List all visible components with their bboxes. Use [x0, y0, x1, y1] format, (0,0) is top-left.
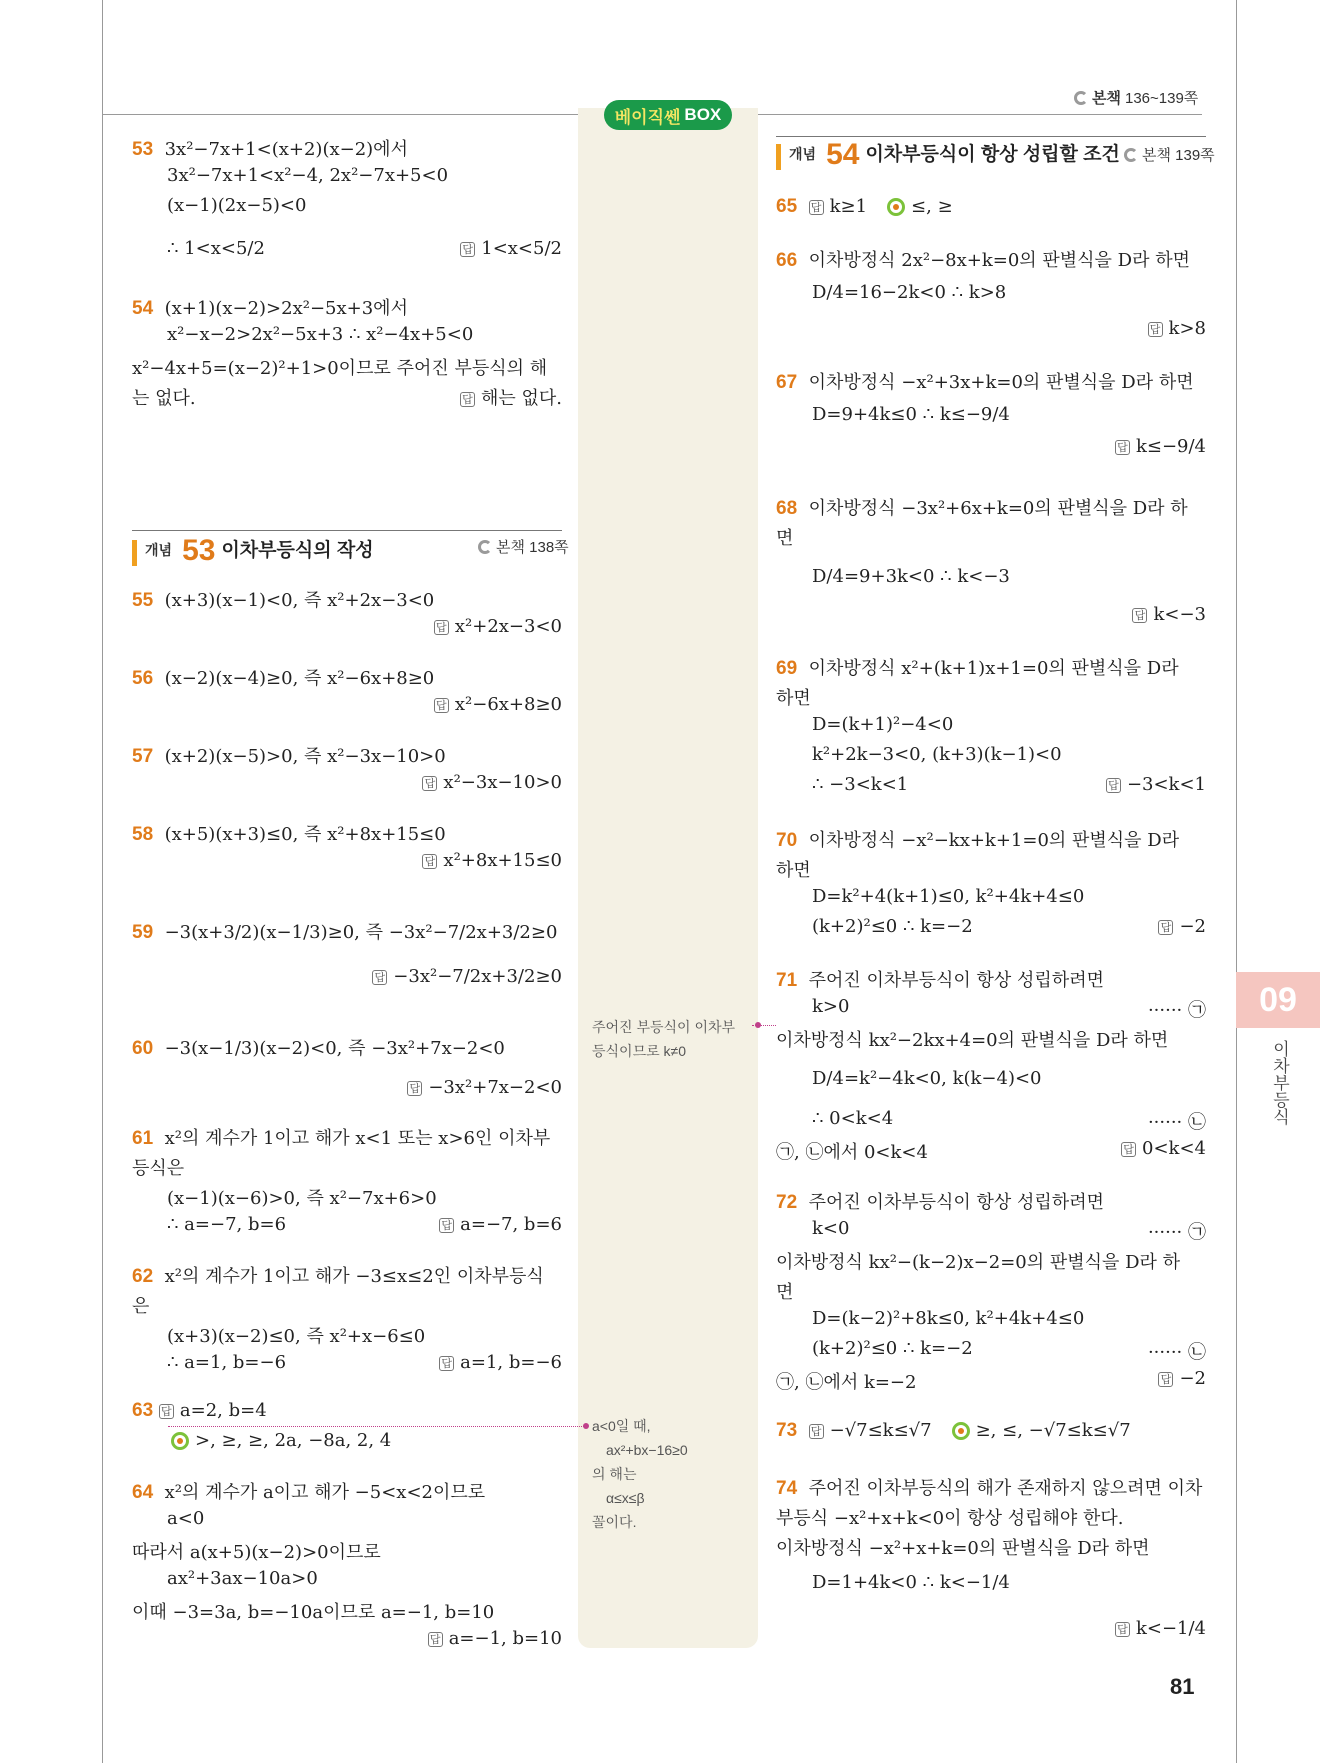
concept-53-heading: 개념 53 이차부등식의 작성: [132, 530, 374, 566]
problem-69-line3: D=(k+1)²−4<0: [812, 714, 954, 735]
answer-mark-icon: [1115, 440, 1130, 455]
problem-69-line2: 하면: [776, 688, 811, 709]
problem-72-line6: (k+2)²≤0 ∴ k=−2: [812, 1338, 973, 1359]
answer-mark-icon: [1132, 608, 1147, 623]
answer-mark-icon: [460, 242, 475, 257]
problem-53-line2: 3x²−7x+1<x²−4, 2x²−7x+5<0: [167, 165, 449, 186]
note-dot: [755, 1022, 761, 1028]
problem-61: 61 x²의 계수가 1이고 해가 x<1 또는 x>6인 이차부: [132, 1128, 551, 1149]
margin-note-71: 주어진 부등식이 이차부 등식이므로 k≠0: [592, 1019, 736, 1059]
problem-71-line3: 이차방정식 kx²−2kx+4=0의 판별식을 D라 하면: [776, 1030, 1169, 1051]
problem-74-line3: 이차방정식 −x²+x+k=0의 판별식을 D라 하면: [776, 1538, 1150, 1559]
answer-mark-icon: [1106, 778, 1121, 793]
problem-70-line4: (k+2)²≤0 ∴ k=−2: [812, 916, 973, 937]
problem-53-line4: ∴ 1<x<5/2: [167, 238, 265, 259]
marker-1: ······ ㉠: [1147, 1222, 1206, 1243]
answer-mark-icon: [460, 392, 475, 407]
margin-note-63: a<0일 때, ax²+bx−16≥0 의 해는 α≤x≤β 꼴이다.: [592, 1418, 688, 1530]
concept-54-heading: 개념 54 이차부등식이 항상 성립할 조건: [776, 134, 1120, 170]
page-border-left: [102, 0, 103, 1763]
answer-58: 답x²+8x+15≤0: [422, 850, 562, 871]
problem-70-line3: D=k²+4(k+1)≤0, k²+4k+4≤0: [812, 886, 1085, 907]
problem-56: 56 (x−2)(x−4)≥0, 즉 x²−6x+8≥0: [132, 668, 435, 689]
answer-mark-icon: [809, 1424, 824, 1439]
answer-67: 답k≤−9/4: [1115, 436, 1206, 457]
answer-74: 답k<−1/4: [1115, 1618, 1206, 1639]
problem-57: 57 (x+2)(x−5)>0, 즉 x²−3x−10>0: [132, 746, 446, 767]
page-number: 81: [1170, 1674, 1195, 1699]
answer-60: 답−3x²+7x−2<0: [407, 1077, 562, 1098]
answer-mark-icon: [1158, 920, 1173, 935]
marker-1: ······ ㉠: [1147, 1000, 1206, 1021]
problem-64-line5: 이때 −3=3a, b=−10a이므로 a=−1, b=10: [132, 1602, 495, 1623]
basic-box-badge: 베이직쎈 BOX: [604, 100, 732, 130]
problem-61-line3: (x−1)(x−6)>0, 즉 x²−7x+6>0: [167, 1188, 437, 1209]
problem-67-line2: D=9+4k≤0 ∴ k≤−9/4: [812, 404, 1010, 425]
problem-71-line2: k>0: [812, 996, 850, 1017]
problem-69-line5: ∴ −3<k<1: [812, 774, 909, 795]
problem-62: 62 x²의 계수가 1이고 해가 −3≤x≤2인 이차부등식: [132, 1266, 544, 1287]
answer-mark-icon: [439, 1218, 454, 1233]
answer-54: 답 해는 없다.: [460, 384, 562, 410]
header-book-ref: 본책 136~139쪽: [1074, 87, 1198, 108]
problem-54-line4: 는 없다.: [132, 388, 196, 409]
problem-67: 67 이차방정식 −x²+3x+k=0의 판별식을 D라 하면: [776, 372, 1194, 393]
concept-54-ref: 본책 139쪽: [1124, 144, 1215, 165]
answer-59: 답−3x²−7/2x+3/2≥0: [372, 966, 562, 987]
target-icon: [171, 1432, 189, 1450]
problem-61-line4: ∴ a=−7, b=6: [167, 1214, 287, 1235]
answer-53: 답 1<x<5/2: [460, 238, 562, 259]
answer-61: 답 a=−7, b=6: [439, 1214, 562, 1235]
answer-mark-icon: [1115, 1622, 1130, 1637]
answer-mark-icon: [422, 854, 437, 869]
concept-53-ref: 본책 138쪽: [478, 536, 569, 557]
problem-71-line6: ㉠, ㉡에서 0<k<4: [776, 1142, 928, 1163]
answer-mark-icon: [1121, 1142, 1136, 1157]
book-ref-icon: [478, 540, 492, 554]
problem-64-line2: a<0: [167, 1508, 205, 1529]
problem-69-line4: k²+2k−3<0, (k+3)(k−1)<0: [812, 744, 1062, 765]
problem-54: 54 (x+1)(x−2)>2x²−5x+3에서: [132, 298, 408, 319]
answer-mark-icon: [1158, 1372, 1173, 1387]
problem-73: 73 답 −√7≤k≤√7 ≥, ≤, −√7≤k≤√7: [776, 1420, 1131, 1442]
problem-53: 53 3x²−7x+1<(x+2)(x−2)에서: [132, 139, 408, 160]
target-icon: [887, 198, 905, 216]
problem-72-line4: 면: [776, 1282, 794, 1303]
problem-61-line2: 등식은: [132, 1158, 185, 1179]
book-ref-icon: [1124, 148, 1138, 162]
problem-68-line2: 면: [776, 528, 794, 549]
problem-62-line3: (x+3)(x−2)≤0, 즉 x²+x−6≤0: [167, 1326, 426, 1347]
marker-2: ······ ㉡: [1147, 1342, 1206, 1363]
chapter-tab[interactable]: 09: [1236, 972, 1320, 1028]
answer-68: 답k<−3: [1132, 604, 1206, 625]
answer-56: 답x²−6x+8≥0: [434, 694, 562, 715]
marker-2: ······ ㉡: [1147, 1112, 1206, 1133]
problem-72-line3: 이차방정식 kx²−(k−2)x−2=0의 판별식을 D라 하: [776, 1252, 1181, 1273]
answer-57: 답x²−3x−10>0: [422, 772, 562, 793]
problem-62-line4: ∴ a=1, b=−6: [167, 1352, 287, 1373]
problem-72-line7: ㉠, ㉡에서 k=−2: [776, 1372, 917, 1393]
problem-63-hint: >, ≥, ≥, 2a, −8a, 2, 4: [165, 1430, 391, 1451]
problem-69: 69 이차방정식 x²+(k+1)x+1=0의 판별식을 D라: [776, 658, 1179, 679]
problem-64-line4: ax²+3ax−10a>0: [167, 1568, 318, 1589]
answer-mark-icon: [1148, 322, 1163, 337]
problem-64: 64 x²의 계수가 a이고 해가 −5<x<2이므로: [132, 1482, 486, 1503]
problem-66: 66 이차방정식 2x²−8x+k=0의 판별식을 D라 하면: [776, 250, 1190, 271]
answer-mark-icon: [428, 1632, 443, 1647]
problem-65: 65 답 k≥1 ≤, ≥: [776, 196, 953, 218]
problem-66-line2: D/4=16−2k<0 ∴ k>8: [812, 282, 1007, 303]
answer-mark-icon: [372, 970, 387, 985]
problem-53-line3: (x−1)(2x−5)<0: [167, 195, 307, 216]
problem-74: 74 주어진 이차부등식의 해가 존재하지 않으려면 이차: [776, 1478, 1203, 1499]
answer-66: 답k>8: [1148, 318, 1206, 339]
problem-71-line4: D/4=k²−4k<0, k(k−4)<0: [812, 1068, 1042, 1089]
answer-69: 답 −3<k<1: [1106, 774, 1206, 795]
target-icon: [952, 1422, 970, 1440]
answer-mark-icon: [159, 1404, 174, 1419]
problem-68: 68 이차방정식 −3x²+6x+k=0의 판별식을 D라 하: [776, 498, 1188, 519]
problem-71: 71 주어진 이차부등식이 항상 성립하려면: [776, 970, 1104, 991]
problem-74-line2: 부등식 −x²+x+k<0이 항상 성립해야 한다.: [776, 1508, 1124, 1529]
problem-71-line5: ∴ 0<k<4: [812, 1108, 894, 1129]
problem-64-line3: 따라서 a(x+5)(x−2)>0이므로: [132, 1542, 381, 1563]
answer-71: 답 0<k<4: [1121, 1138, 1206, 1159]
problem-68-line3: D/4=9+3k<0 ∴ k<−3: [812, 566, 1010, 587]
problem-54-line2: x²−x−2>2x²−5x+3 ∴ x²−4x+5<0: [167, 324, 474, 345]
answer-mark-icon: [439, 1356, 454, 1371]
problem-55: 55 (x+3)(x−1)<0, 즉 x²+2x−3<0: [132, 590, 435, 611]
book-ref-icon: [1074, 91, 1088, 105]
answer-mark-icon: [434, 698, 449, 713]
answer-72: 답 −2: [1158, 1368, 1206, 1389]
problem-74-line4: D=1+4k<0 ∴ k<−1/4: [812, 1572, 1010, 1593]
chapter-label: 이차부등식: [1270, 1040, 1289, 1125]
answer-62: 답 a=1, b=−6: [439, 1352, 562, 1373]
answer-mark-icon: [422, 776, 437, 791]
answer-70: 답 −2: [1158, 916, 1206, 937]
problem-62-line2: 은: [132, 1296, 150, 1317]
problem-54-line3: x²−4x+5=(x−2)²+1>0이므로 주어진 부등식의 해: [132, 358, 548, 379]
problem-70-line2: 하면: [776, 860, 811, 881]
answer-64: 답a=−1, b=10: [428, 1628, 562, 1649]
problem-72-line2: k<0: [812, 1218, 850, 1239]
page-border-right: [1236, 0, 1237, 1763]
answer-mark-icon: [407, 1081, 422, 1096]
problem-70: 70 이차방정식 −x²−kx+k+1=0의 판별식을 D라: [776, 830, 1180, 851]
problem-72: 72 주어진 이차부등식이 항상 성립하려면: [776, 1192, 1104, 1213]
problem-60: 60 −3(x−1/3)(x−2)<0, 즉 −3x²+7x−2<0: [132, 1038, 505, 1059]
answer-55: 답x²+2x−3<0: [434, 616, 562, 637]
note-connector: [168, 1426, 586, 1427]
note-dot: [583, 1423, 589, 1429]
answer-mark-icon: [434, 620, 449, 635]
problem-63: 63 답 a=2, b=4: [132, 1400, 267, 1422]
problem-58: 58 (x+5)(x+3)≤0, 즉 x²+8x+15≤0: [132, 824, 446, 845]
problem-59: 59 −3(x+3/2)(x−1/3)≥0, 즉 −3x²−7/2x+3/2≥0: [132, 922, 558, 943]
answer-mark-icon: [809, 200, 824, 215]
problem-72-line5: D=(k−2)²+8k≤0, k²+4k+4≤0: [812, 1308, 1085, 1329]
